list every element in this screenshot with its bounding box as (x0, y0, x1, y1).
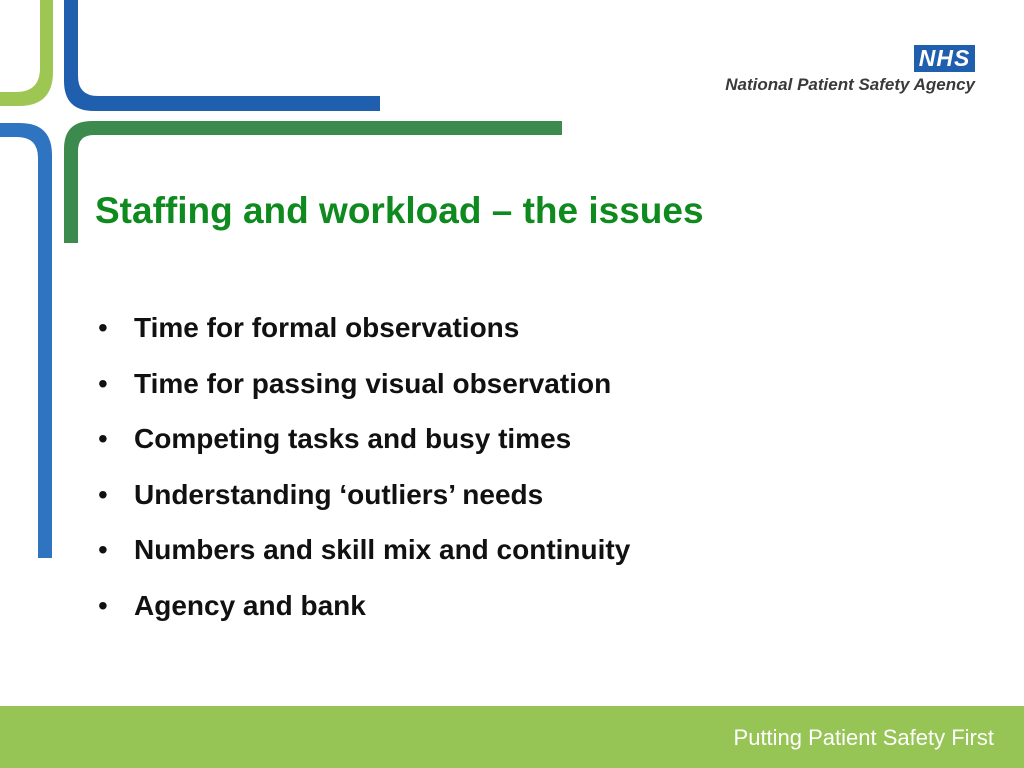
bullet-list (98, 310, 630, 643)
bullet-dot: • (98, 423, 108, 454)
bullet-item (98, 421, 630, 477)
bullet-dot: • (98, 589, 108, 621)
bullet-text: Understanding ‘outliers’ needs (134, 478, 544, 510)
footer-slogan: Putting Patient Safety First (733, 725, 994, 750)
bullet-text: Agency and bank (134, 589, 366, 621)
bullet-item (98, 310, 630, 366)
bullet-dot: • (98, 367, 108, 399)
bullet-dot: • (98, 534, 108, 565)
bullet-dot: • (98, 478, 108, 510)
bullet-item (98, 588, 630, 644)
bullet-text: Numbers and skill mix and continuity (134, 534, 631, 565)
blue-stripe (64, 0, 380, 111)
bullet-text: Time for formal observations (134, 312, 520, 343)
footer-band (0, 706, 1024, 768)
bullet-item (98, 532, 630, 588)
blue-vertical-stripe (0, 123, 52, 558)
organisation-name: National Patient Safety Agency (725, 75, 975, 94)
slide-title: Staffing and workload – the issues (95, 190, 704, 231)
bullet-text: Competing tasks and busy times (134, 423, 572, 454)
bullet-item (98, 477, 630, 533)
bullet-dot: • (98, 312, 108, 343)
bullet-item (98, 366, 630, 422)
bullet-text: Time for passing visual observation (134, 367, 612, 399)
light-green-stripe (0, 0, 53, 106)
nhs-logo: NHS (914, 45, 975, 72)
